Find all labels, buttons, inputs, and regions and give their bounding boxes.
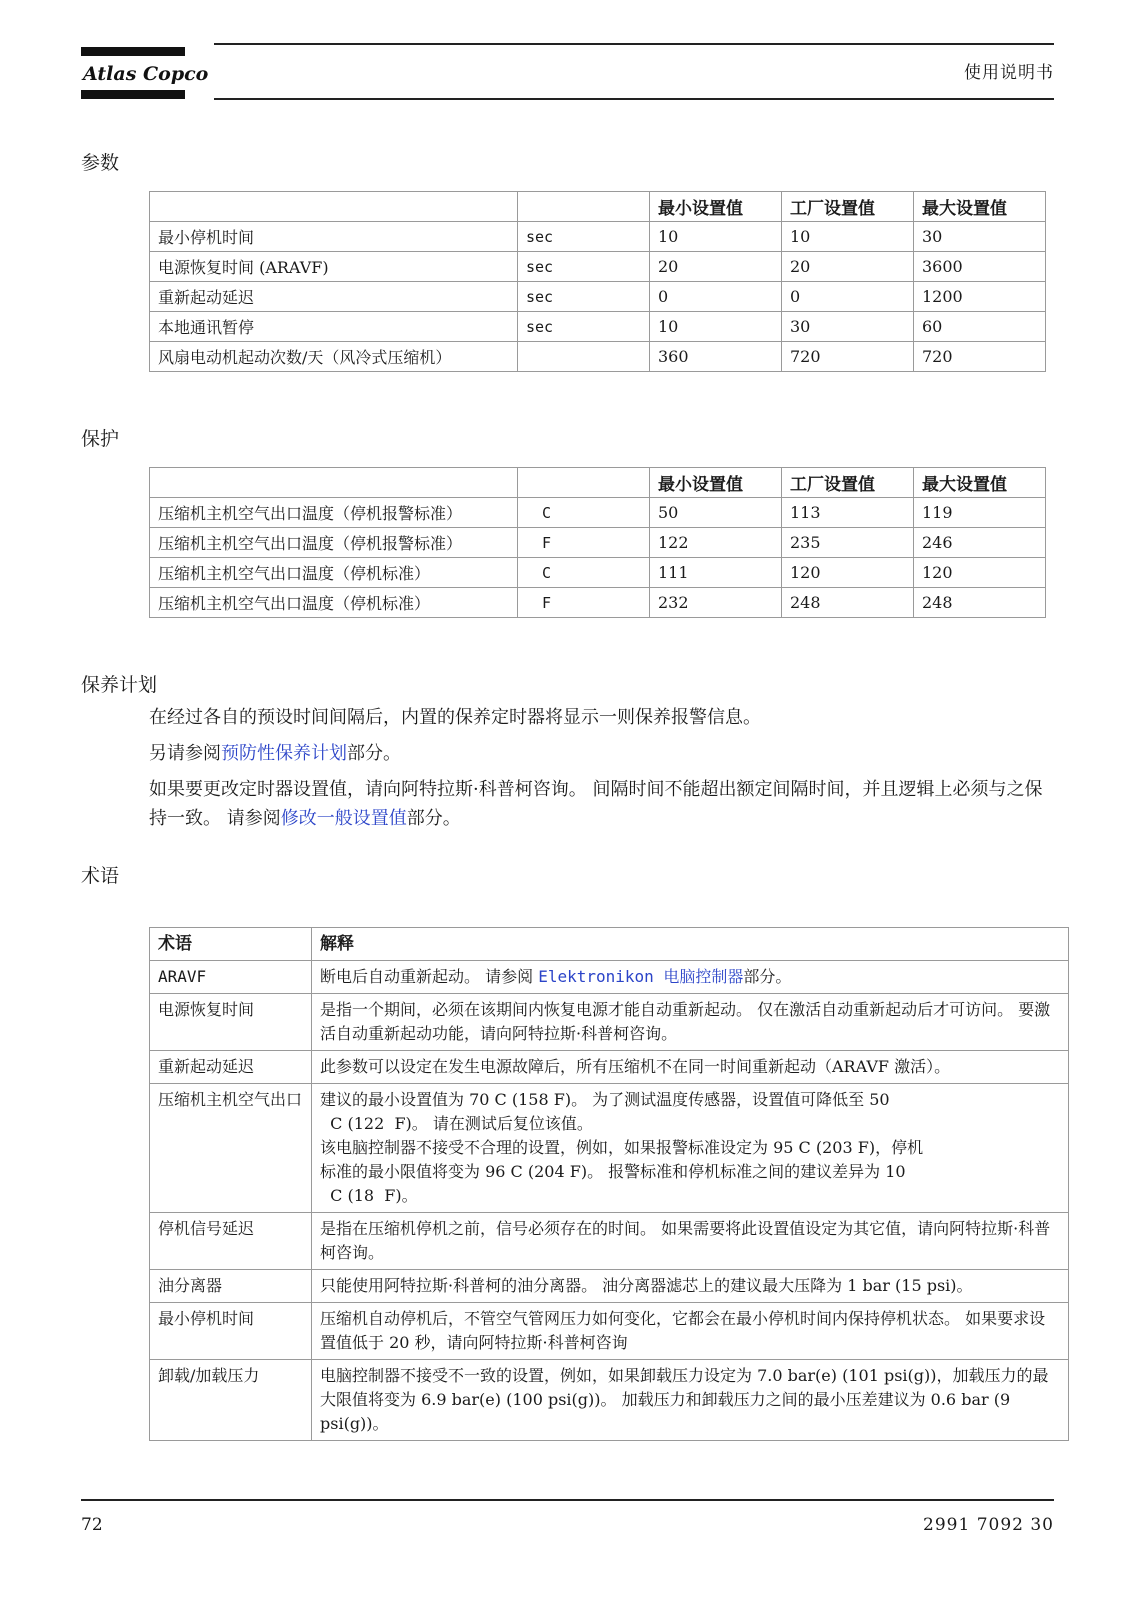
protection-factory: 113 <box>782 498 914 528</box>
protection-min: 50 <box>650 498 782 528</box>
param-max: 60 <box>914 312 1046 342</box>
header-cell-description: 解释 <box>312 928 1069 961</box>
doc-title: 使用说明书 <box>964 63 1054 83</box>
table-row <box>150 282 1046 312</box>
param-unit: sec <box>518 252 650 282</box>
table-row <box>150 222 1046 252</box>
term-name: ARAVF <box>150 961 312 994</box>
header-bottom-rule <box>214 98 1054 100</box>
terminology-table <box>149 927 1069 1441</box>
term-description: 压缩机自动停机后，不管空气管网压力如何变化，它都会在最小停机时间内保持停机状态。 如果要求设置值低于 20 秒，请向阿特拉斯·科普柯咨询 <box>312 1303 1069 1360</box>
protection-max: 246 <box>914 528 1046 558</box>
param-unit <box>518 342 650 372</box>
table-row <box>150 1303 1069 1360</box>
term-name: 电源恢复时间 <box>150 994 312 1051</box>
parameters-table <box>149 191 1046 372</box>
description-line: 建议的最小设置值为 70 C (158 F)。 为了测试温度传感器，设置值可降低至 50 <box>320 1090 890 1109</box>
description-line: 标准的最小限值将变为 96 C (204 F)。 报警标准和停机标准之间的建议差异为 10 <box>320 1162 906 1181</box>
header-cell-max: 最大设置值 <box>914 468 1046 498</box>
param-factory: 20 <box>782 252 914 282</box>
paragraph-text: 另请参阅 <box>149 743 221 764</box>
protection-name: 压缩机主机空气出口温度（停机标准） <box>150 588 518 618</box>
protection-max: 120 <box>914 558 1046 588</box>
modify-general-settings-link[interactable]: 修改一般设置值 <box>280 808 407 829</box>
header-cell-max: 最大设置值 <box>914 192 1046 222</box>
term-description: 电脑控制器不接受不一致的设置，例如，如果卸载压力设定为 7.0 bar(e) (101 psi(g))，加载压力的最大限值将变为 6.9 bar(e) (100 psi(g))。 加载压力和卸载压力之间的最小压差建议为 0.6 bar (9 psi(g))。 <box>312 1360 1069 1441</box>
section-heading-protection: 保护 <box>81 428 120 450</box>
protection-name: 压缩机主机空气出口温度（停机报警标准） <box>150 498 518 528</box>
param-max: 1200 <box>914 282 1046 312</box>
description-line: C (18 F)。 <box>320 1186 418 1205</box>
paragraph-text: 部分。 <box>406 808 461 829</box>
header-cell <box>150 468 518 498</box>
section-heading-parameters: 参数 <box>81 152 120 174</box>
term-name: 油分离器 <box>150 1270 312 1303</box>
param-min: 360 <box>650 342 782 372</box>
table-row <box>150 498 1046 528</box>
protection-min: 122 <box>650 528 782 558</box>
table-row <box>150 528 1046 558</box>
header-cell-factory: 工厂设置值 <box>782 468 914 498</box>
table-row <box>150 1270 1069 1303</box>
description-text: 断电后自动重新起动。 请参阅 <box>320 967 539 986</box>
param-name: 本地通讯暂停 <box>150 312 518 342</box>
table-row <box>150 558 1046 588</box>
protection-name: 压缩机主机空气出口温度（停机报警标准） <box>150 528 518 558</box>
service-plan-paragraph-1: 在经过各自的预设时间间隔后，内置的保养定时器将显示一则保养报警信息。 <box>149 707 761 728</box>
table-row <box>150 961 1069 994</box>
section-heading-terminology: 术语 <box>81 865 120 887</box>
header-cell-term: 术语 <box>150 928 312 961</box>
page-number: 72 <box>81 1515 103 1535</box>
param-factory: 720 <box>782 342 914 372</box>
header-cell-min: 最小设置值 <box>650 192 782 222</box>
table-row <box>150 312 1046 342</box>
param-min: 0 <box>650 282 782 312</box>
paragraph-text: 部分。 <box>347 743 401 764</box>
table-row <box>150 588 1046 618</box>
protection-factory: 248 <box>782 588 914 618</box>
atlas-copco-logo <box>81 47 209 99</box>
protection-min: 111 <box>650 558 782 588</box>
table-row <box>150 1084 1069 1213</box>
protection-unit: F <box>518 528 650 558</box>
param-factory: 0 <box>782 282 914 312</box>
param-min: 10 <box>650 312 782 342</box>
protection-unit: C <box>518 498 650 528</box>
term-description <box>312 961 1069 994</box>
logo-bottom-bar <box>81 90 185 99</box>
param-factory: 30 <box>782 312 914 342</box>
description-line: 该电脑控制器不接受不合理的设置，例如，如果报警标准设定为 95 C (203 F)，停机 <box>320 1138 924 1157</box>
term-name: 压缩机主机空气出口 <box>150 1084 312 1213</box>
header-cell-factory: 工厂设置值 <box>782 192 914 222</box>
param-min: 10 <box>650 222 782 252</box>
elektronikon-link[interactable]: Elektronikon 电脑控制器 <box>538 967 744 986</box>
header-top-rule <box>214 43 1054 45</box>
table-row <box>150 1360 1069 1441</box>
protection-factory: 235 <box>782 528 914 558</box>
header-cell <box>518 468 650 498</box>
term-description <box>312 1084 1069 1213</box>
description-text: 部分。 <box>743 967 792 986</box>
param-name: 重新起动延迟 <box>150 282 518 312</box>
term-description: 此参数可以设定在发生电源故障后，所有压缩机不在同一时间重新起动（ARAVF 激活）。 <box>312 1051 1069 1084</box>
term-name: 停机信号延迟 <box>150 1213 312 1270</box>
param-max: 720 <box>914 342 1046 372</box>
param-unit: sec <box>518 282 650 312</box>
param-max: 3600 <box>914 252 1046 282</box>
footer-rule <box>81 1499 1054 1501</box>
description-line: C (122 F)。 请在测试后复位该值。 <box>320 1114 593 1133</box>
brand-text: Atlas Copco <box>83 63 209 85</box>
protection-unit: C <box>518 558 650 588</box>
param-max: 30 <box>914 222 1046 252</box>
service-plan-paragraph-3 <box>149 775 1059 833</box>
table-header-row <box>150 192 1046 222</box>
preventive-maintenance-link[interactable]: 预防性保养计划 <box>221 743 347 764</box>
header-cell <box>518 192 650 222</box>
table-row <box>150 1213 1069 1270</box>
param-factory: 10 <box>782 222 914 252</box>
term-description: 是指一个期间，必须在该期间内恢复电源才能自动重新起动。 仅在激活自动重新起动后才可访问。 要激活自动重新起动功能，请向阿特拉斯·科普柯咨询。 <box>312 994 1069 1051</box>
document-number: 2991 7092 30 <box>923 1515 1054 1535</box>
header-cell-min: 最小设置值 <box>650 468 782 498</box>
header-cell <box>150 192 518 222</box>
protection-max: 119 <box>914 498 1046 528</box>
param-name: 风扇电动机起动次数/天（风冷式压缩机） <box>150 342 518 372</box>
term-description: 只能使用阿特拉斯·科普柯的油分离器。 油分离器滤芯上的建议最大压降为 1 bar (15 psi)。 <box>312 1270 1069 1303</box>
table-header-row <box>150 468 1046 498</box>
param-unit: sec <box>518 222 650 252</box>
paragraph-text: 如果要更改定时器设置值，请向阿特拉斯·科普柯咨询。 间隔时间不能超出额定间隔时间，并且逻辑上必须与之保持一致。 请参阅 <box>149 779 1043 829</box>
protection-unit: F <box>518 588 650 618</box>
service-plan-paragraph-2 <box>149 739 1059 768</box>
param-unit: sec <box>518 312 650 342</box>
logo-wordmark <box>81 58 209 88</box>
table-header-row <box>150 928 1069 961</box>
term-name: 重新起动延迟 <box>150 1051 312 1084</box>
param-name: 电源恢复时间 (ARAVF) <box>150 252 518 282</box>
param-name: 最小停机时间 <box>150 222 518 252</box>
param-min: 20 <box>650 252 782 282</box>
term-name: 卸载/加载压力 <box>150 1360 312 1441</box>
protection-factory: 120 <box>782 558 914 588</box>
protection-max: 248 <box>914 588 1046 618</box>
term-name: 最小停机时间 <box>150 1303 312 1360</box>
table-row <box>150 994 1069 1051</box>
term-description: 是指在压缩机停机之前，信号必须存在的时间。 如果需要将此设置值设定为其它值，请向阿特拉斯·科普柯咨询。 <box>312 1213 1069 1270</box>
table-row <box>150 1051 1069 1084</box>
table-row <box>150 342 1046 372</box>
section-heading-service-plan: 保养计划 <box>81 674 158 696</box>
protection-name: 压缩机主机空气出口温度（停机标准） <box>150 558 518 588</box>
protection-table <box>149 467 1046 618</box>
logo-top-bar <box>81 47 185 56</box>
table-row <box>150 252 1046 282</box>
protection-min: 232 <box>650 588 782 618</box>
